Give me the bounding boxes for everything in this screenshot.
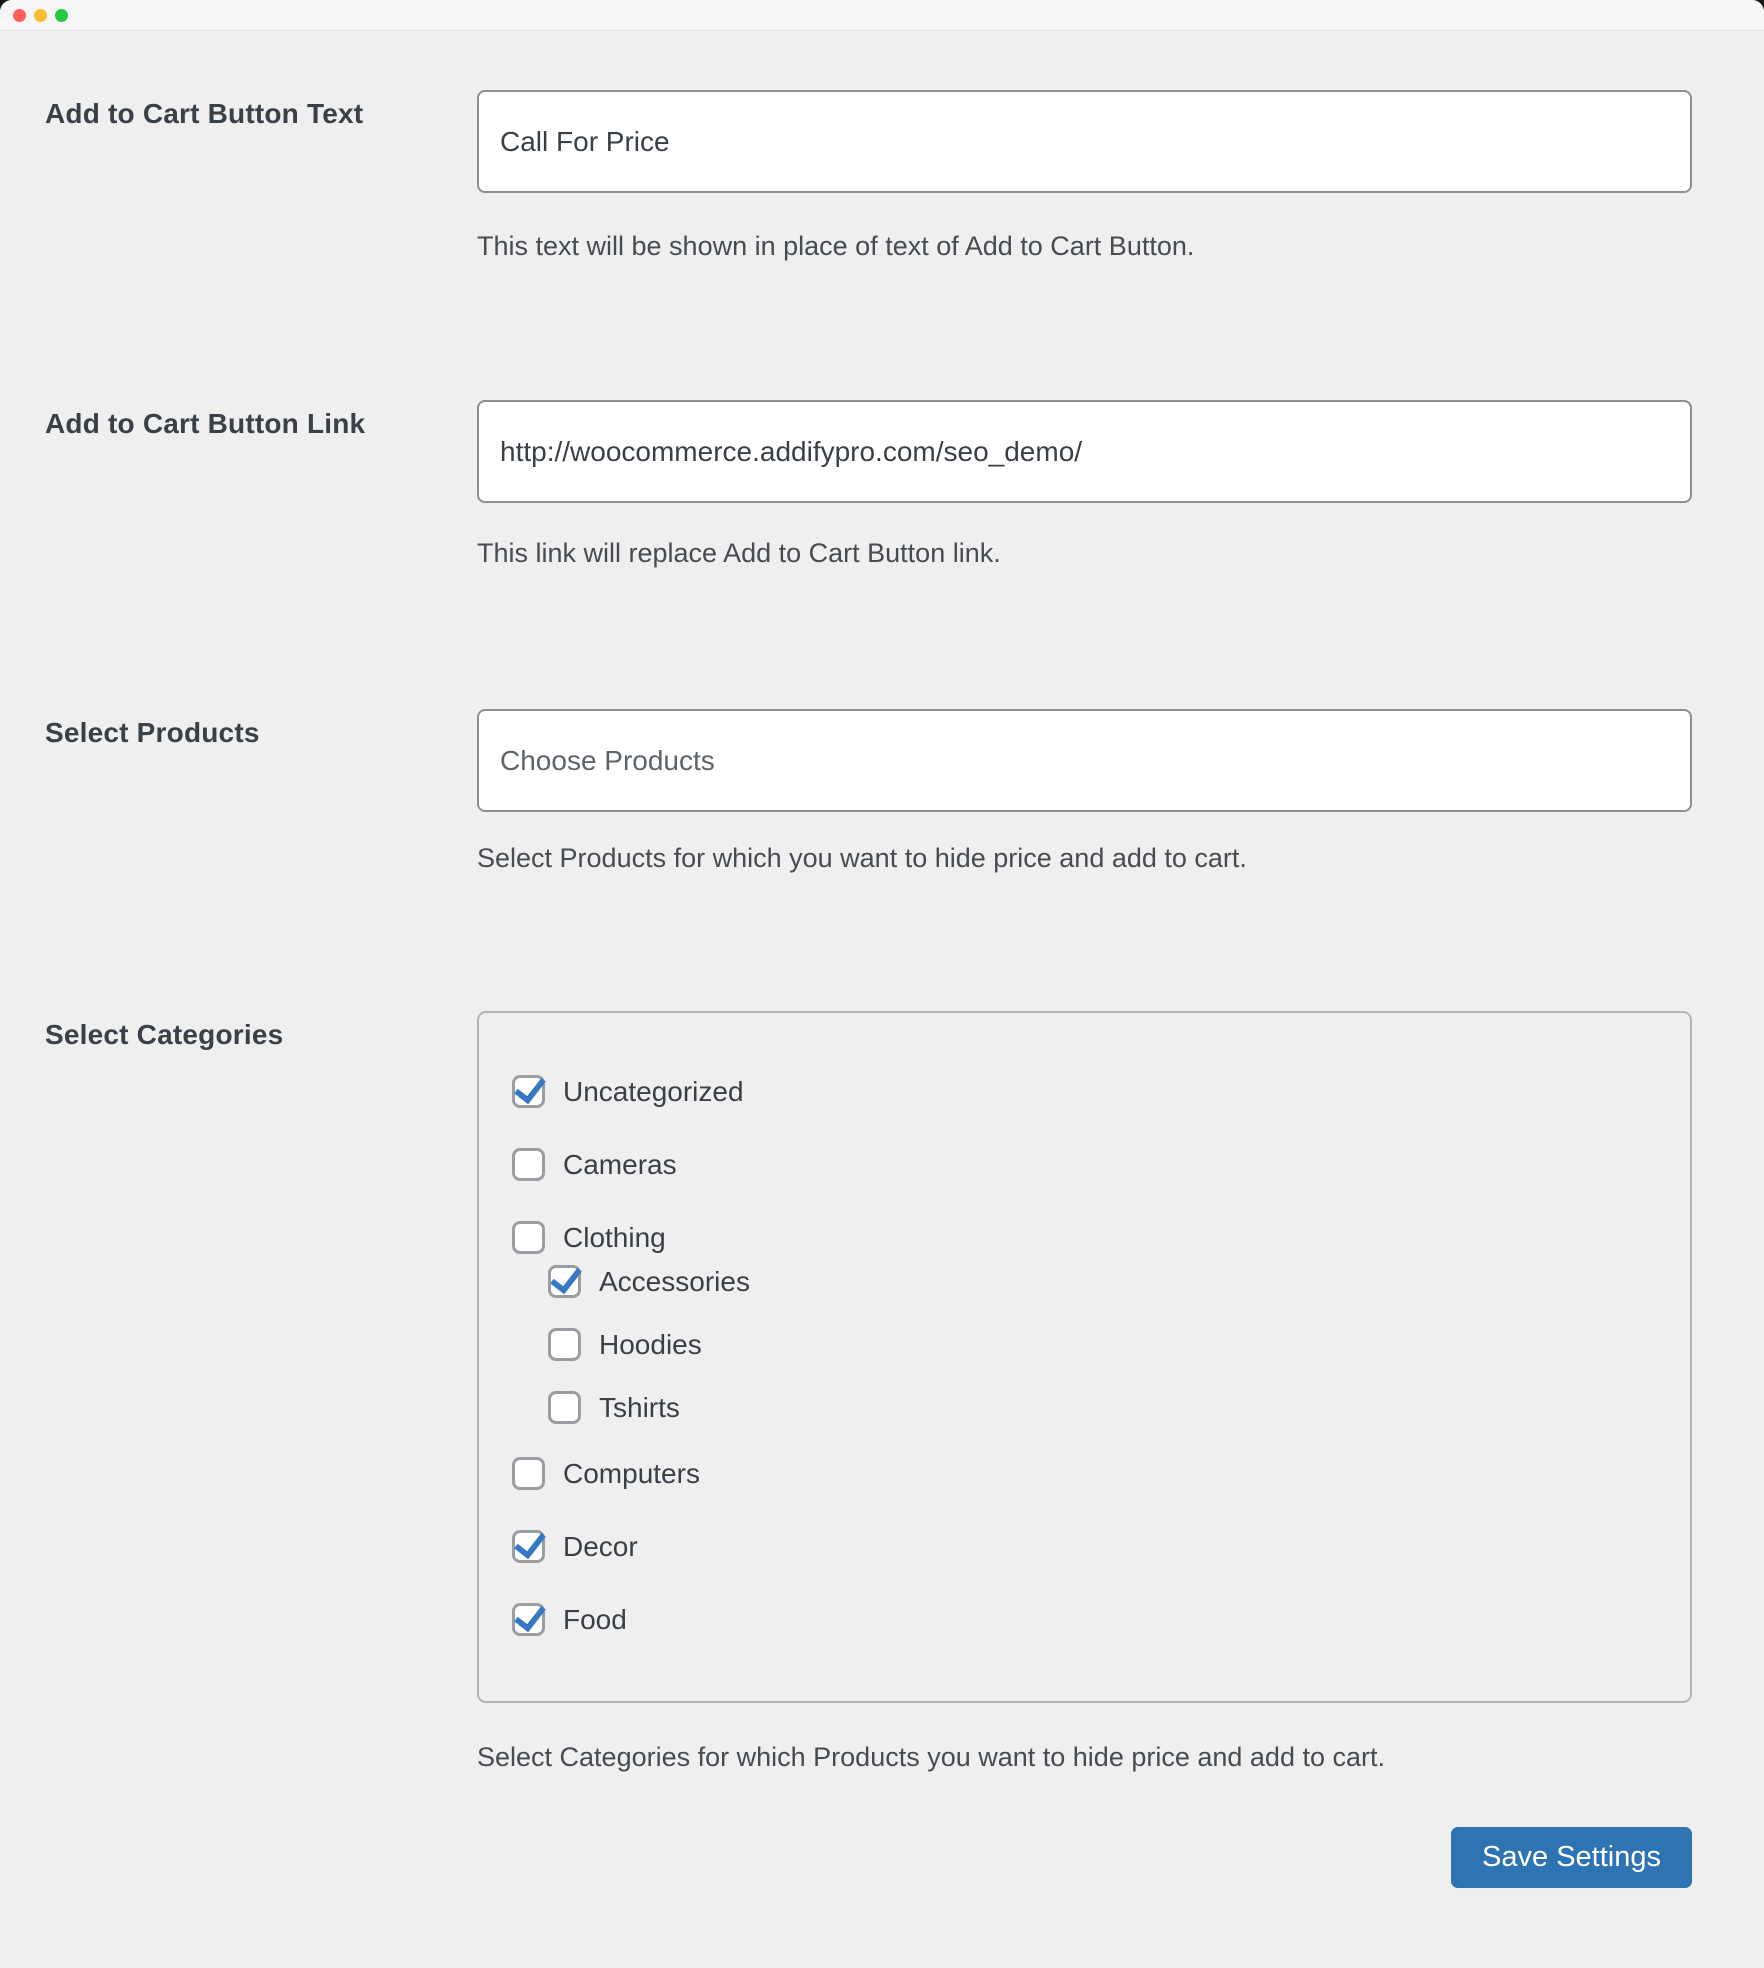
select-categories-field: [477, 1011, 1692, 1773]
category-label: Accessories: [599, 1265, 750, 1297]
select-products-label: Select Products: [45, 717, 260, 748]
category-checkbox[interactable]: [548, 1265, 581, 1298]
choose-products-input[interactable]: [477, 709, 1692, 812]
category-checkbox[interactable]: [548, 1328, 581, 1361]
form-row-button-text: [45, 90, 1692, 262]
close-window-button[interactable]: [13, 9, 26, 22]
category-checkbox[interactable]: [512, 1148, 545, 1181]
category-label: Computers: [563, 1457, 700, 1489]
category-option-cameras[interactable]: [512, 1148, 677, 1181]
category-option-hoodies[interactable]: [548, 1328, 702, 1361]
form-row-select-products: [45, 709, 1692, 874]
form-row-button-link: [45, 400, 1692, 569]
button-text-field: [477, 90, 1692, 262]
button-link-field: [477, 400, 1692, 569]
category-checkbox[interactable]: [512, 1457, 545, 1490]
zoom-window-button[interactable]: [55, 9, 68, 22]
category-label: Tshirts: [599, 1391, 680, 1423]
form-row-select-categories: [45, 1011, 1692, 1773]
button-text-help: This text will be shown in place of text of Add to Cart Button.: [477, 231, 1195, 261]
select-categories-help: Select Categories for which Products you want to hide price and add to cart.: [477, 1742, 1385, 1772]
categories-box: [477, 1011, 1692, 1703]
button-link-help: This link will replace Add to Cart Button link.: [477, 538, 1001, 568]
category-label: Food: [563, 1603, 627, 1635]
category-option-food[interactable]: [512, 1603, 627, 1636]
category-option-computers[interactable]: [512, 1457, 700, 1490]
select-categories-label: Select Categories: [45, 1019, 284, 1050]
category-label: Decor: [563, 1530, 638, 1562]
minimize-window-button[interactable]: [34, 9, 47, 22]
category-label: Uncategorized: [563, 1075, 744, 1107]
category-checkbox[interactable]: [512, 1603, 545, 1636]
category-option-uncategorized[interactable]: [512, 1075, 744, 1108]
category-option-accessories[interactable]: [548, 1265, 750, 1298]
category-label: Cameras: [563, 1148, 677, 1180]
select-products-field: [477, 709, 1692, 874]
category-option-clothing[interactable]: [512, 1221, 666, 1254]
button-text-input[interactable]: [477, 90, 1692, 193]
button-text-label: Add to Cart Button Text: [45, 98, 364, 129]
category-checkbox[interactable]: [512, 1221, 545, 1254]
category-label: Clothing: [563, 1221, 666, 1253]
button-link-input[interactable]: [477, 400, 1692, 503]
settings-form: [0, 31, 1764, 1946]
category-option-tshirts[interactable]: [548, 1391, 680, 1424]
form-actions: [45, 1827, 1692, 1946]
category-checkbox[interactable]: [512, 1075, 545, 1108]
category-option-decor[interactable]: [512, 1530, 638, 1563]
button-link-label: Add to Cart Button Link: [45, 408, 366, 439]
category-checkbox[interactable]: [548, 1391, 581, 1424]
window-titlebar: [0, 0, 1764, 31]
save-settings-button[interactable]: Save Settings: [1451, 1827, 1692, 1888]
select-products-help: Select Products for which you want to hide price and add to cart.: [477, 843, 1247, 873]
category-checkbox[interactable]: [512, 1530, 545, 1563]
category-label: Hoodies: [599, 1328, 702, 1360]
